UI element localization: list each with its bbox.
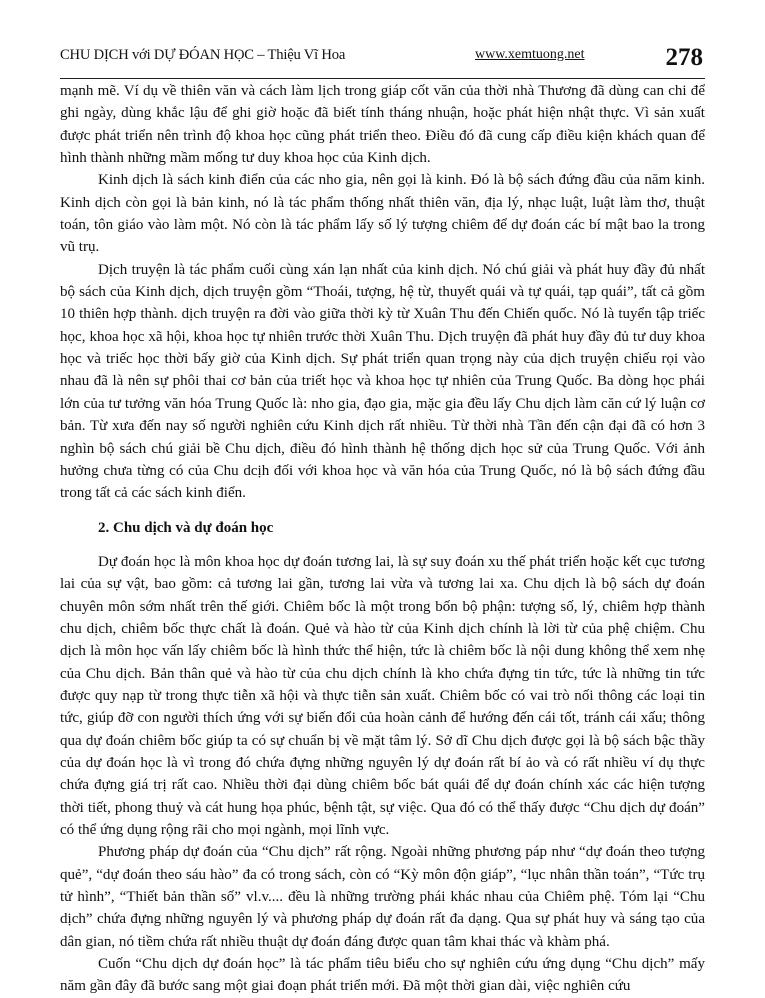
page-header (60, 44, 705, 79)
paragraph: mạnh mẽ. Ví dụ về thiên văn và cách làm lịch trong giáp cốt văn của thời nhà Thương đã dùng can chi để ghi ngày, dùng khắc lậu để ghi giờ hoặc đã biết tính tháng nhuận, hoặc phát hiện nhật thực. Vì sản xuất được phát triển nên trình độ khoa học cũng phát triển theo. Điều đó đã cung cấp điều kiện khách quan để hình thành những mầm mống tư duy khoa học của Kinh dịch. (60, 83, 705, 167)
paragraph: Cuốn “Chu dịch dự đoán học” là tác phẩm tiêu biểu cho sự nghiên cứu ứng dụng “Chu dịch” mấy năm gần đây đã bước sang một giai đoạn phát triển mới. Đã một thời gian dài, việc nghiên cứu (60, 956, 705, 995)
paragraph: Dự đoán học là môn khoa học dự đoán tương lai, là sự suy đoán xu thế phát triển hoặc kết cục tương lai của sự vật, bao gồm: cả tương lai gần, tương lai vừa và tương lai xa. Chu dịch là bộ sách dự đoán chuyên môn sớm nhất trên thế giới. Chiêm bốc là một trong bốn bộ phận: tượng số, lý, chiêm hợp thành chu dịch, chiêm bốc thực chất là đoán. Quẻ và hào từ của Kinh dịch chính là lời từ của phệ chiệm. Chu dịch là môn học vấn lấy chiêm bốc là hình thức thể hiện, tức là chiêm bốc là nội dung không thể xem nhẹ của Chu dịch. Bản thân quẻ và hào từ của chu dịch chính là kho chứa đựng tin tức, tức là những tin tức được quy nạp từ trong thực tiễn xã hội và thực tiễn sản xuất. Chiêm bốc có vai trò nối thông các loại tin tức, giúp đỡ con người thích ứng với sự biến đổi của hoàn cảnh để hướng đến cái tốt, tránh cái xấu; thông qua dự đoán chiêm bốc giúp ta có sự chuẩn bị về mặt tâm lý. Sở dĩ Chu dịch được gọi là bộ sách bậc thầy của dự đoán học là vì trong đó chứa đựng những nguyên lý dự đoán rất bí ảo và có rất nhiều ví dụ thực chứa đựng giá trị rất cao. Nhiều thời đại dùng chiêm bốc bát quái để dự đoán chính xác các hiện tượng thời tiết, phong thuỷ và cát hung họa phúc, bệnh tật, sự việc. Qua đó có thể thấy được “Chu dịch dự đoán” có thể ứng dụng rộng rãi cho mọi ngành, mọi lĩnh vực. (60, 553, 705, 838)
paragraph: Kinh dịch là sách kinh điển của các nho gia, nên gọi là kinh. Đó là bộ sách đứng đầu của năm kinh. Kinh dịch còn gọi là bản kinh, nó là tác phẩm thống nhất thiên văn, địa lý, nhạc luật, luật làm thơ, thuật toán, tôn giáo vào làm một. Nó còn là tác phẩm lấy số lý tượng chiêm để dự đoán các bí mật bao la trong vũ trụ. (60, 172, 705, 256)
section-heading: 2. Chu dịch và dự đoán học (98, 519, 274, 536)
page-number: 278 (665, 44, 703, 71)
running-title: CHU DỊCH với DỰ ĐÓAN HỌC – Thiệu Vĩ Hoa (60, 47, 346, 63)
page-body (60, 80, 705, 998)
website-link[interactable]: www.xemtuong.net (475, 47, 585, 62)
paragraph: Phương pháp dự đoán của “Chu dịch” rất rộng. Ngoài những phương páp như “dự đoán theo tượng quẻ”, “dự đoán theo sáu hào” đa có trong sách, còn có “Kỳ môn độn giáp”, “lục nhân thần toán”, “Tức trụ tử hình”, “Thiết bản thần số” vl.v.... đều là những trường phái khác nhau của Chiêm phệ. Tóm lại “Chu dịch” chứa đựng những nguyên lý và phương pháp dự đoán rất đa dạng. Qua sự phát huy và sáng tạo của dân gian, nó tiềm chứa rất nhiều thuật dự đoán đáng được quan tâm khai thác và khàm phá. (60, 844, 705, 950)
paragraph: Dịch truyện là tác phẩm cuối cùng xán lạn nhất của kinh dịch. Nó chú giải và phát huy đầy đủ nhất bộ sách của Kinh dịch, dịch truyện gồm “Thoái, tượng, hệ từ, thuyết quái và tự quái, tạp quái”, tất cả gồm 10 thiên hợp thành. dịch truyện ra đời vào giữa thời kỳ từ Xuân Thu đến Chiến quốc. Nó là tuyển tập triếc học, khoa học xã hội, khoa học tự nhiên trước thời Xuân Thu. Dịch truyện đã phát huy đầy đủ tư duy khoa học và triếc học thời bấy giờ của Kinh dịch. Sự phát triển quan trọng này của dịch truyện chiếu rọi vào nhau đã là nên sự phôi thai cơ bản của triết học và khoa học tự nhiên của Trung Quốc. Ba dòng học phái lớn của tư tưởng văn hóa Trung Quốc là: nho gia, đạo gia, mặc gia đều lấy Chu dịch làm căn cứ lý luận cơ bản. Từ xưa đến nay số người nghiên cứu Kinh dịch rất nhiều. Từ thời nhà Tần đến cận đại đã có hơn 3 nghìn bộ sách chú giải bề Chu dịch, điều đó hình thành hệ thống dịch học sử của Trung Quốc. Với ảnh hưởng chưa từng có của Chu dcịh đối với khoa học và văn hóa của Trung Quốc, nó là bộ sách đứng đầu trong tất cả các sách kinh điển. (60, 261, 705, 502)
